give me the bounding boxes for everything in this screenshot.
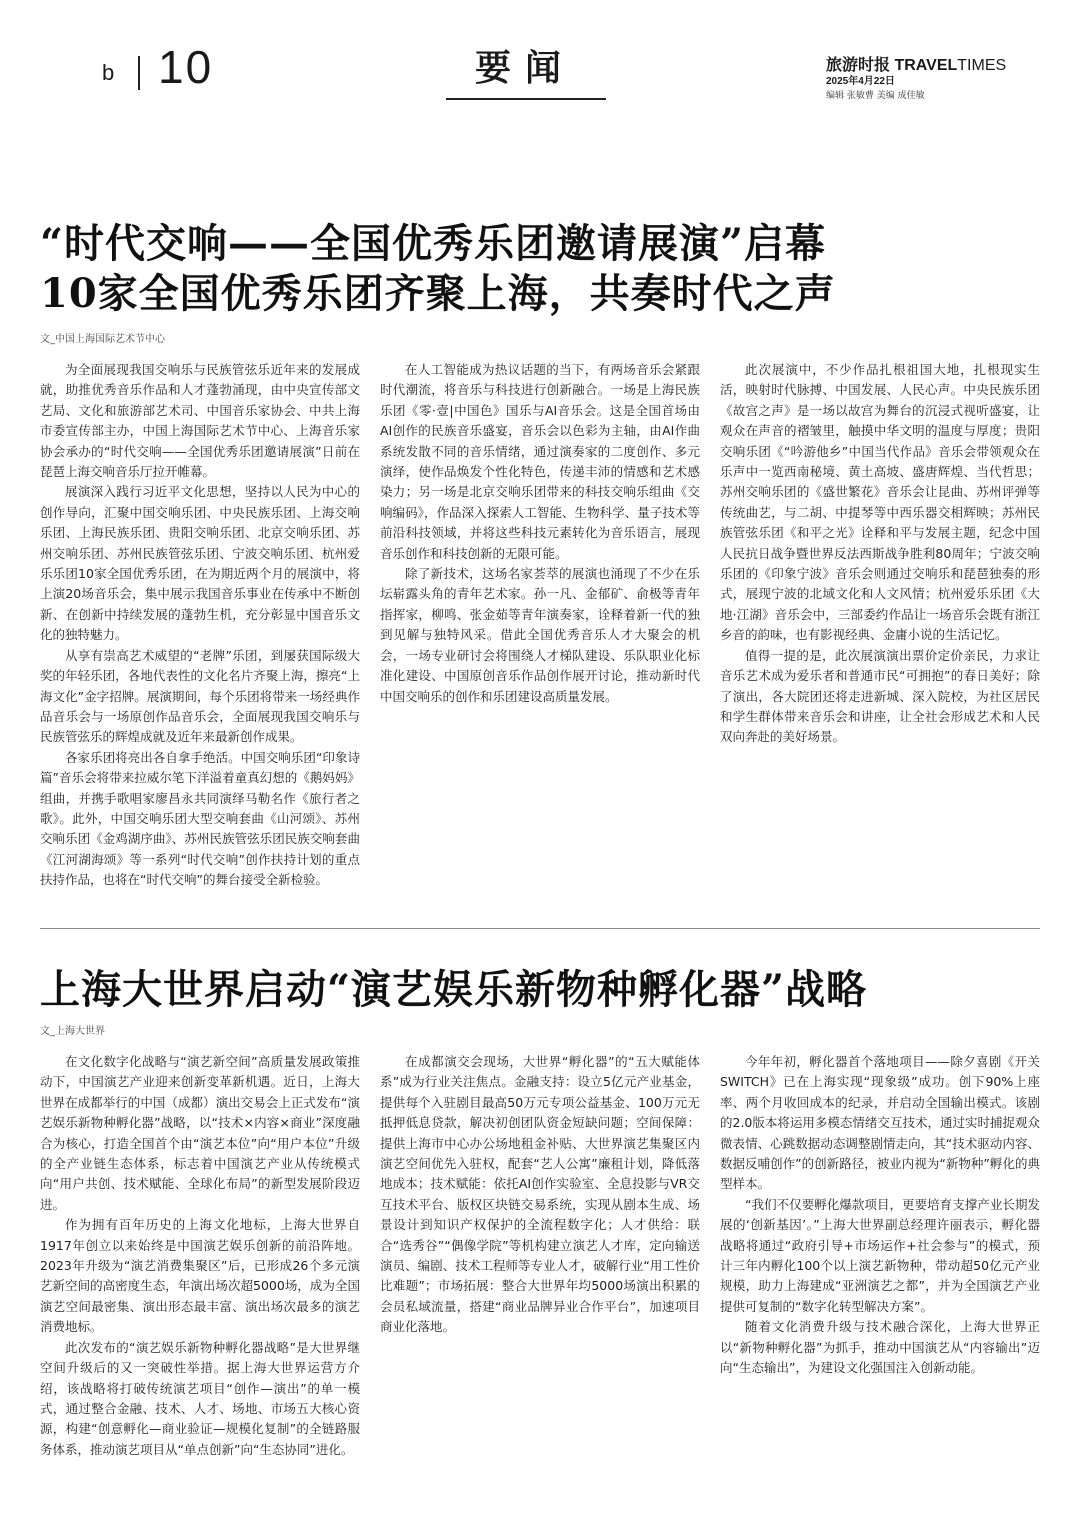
article1-byline: 文_中国上海国际艺术节中心 [40, 334, 165, 345]
section-underline [446, 98, 606, 100]
article1-paragraph: 除了新技术，这场名家荟萃的展演也涌现了不少在乐坛崭露头角的青年艺术家。孙一凡、金郁矿、俞极等青年指挥家，柳鸣、张金茹等青年演奏家，诠释着新一代的独到见解与独特风采。借此全国优秀音乐人才大聚会的机会，一场专业研讨会将围绕人才梯队建设、乐队职业化标准化建设、中国原创音乐作品创作展开讨论，推动新时代中国交响乐的创作和乐团建设高质量发展。 [380, 566, 700, 704]
article2-paragraph: “我们不仅要孵化爆款项目，更要培育支撑产业长期发展的‘创新基因’。”上海大世界副总经理许丽表示，孵化器战略将通过“政府引导+市场运作+社会参与”的模式，预计三年内孵化100个以上演艺新物种，带动超50亿元产业规模，助力上海建成“亚洲演艺之都”，并为全国演艺产业提供可复制的“数字化转型解决方案”。 [720, 1196, 1040, 1314]
page-number: 10 [158, 41, 214, 93]
article2-column-2 [380, 1052, 700, 1492]
article1-column-1 [40, 360, 360, 900]
article1-column-2 [380, 360, 700, 900]
article1-paragraph: 在人工智能成为热议话题的当下，有两场音乐会紧跟时代潮流，将音乐与科技进行创新融合。一场是上海民族乐团《零·壹|中国色》国乐与AI音乐会。这是全国首场由AI创作的民族音乐盛宴，音乐会以色彩为主轴，由AI作曲系统发散不同的音乐情绪，通过演奏家的二度创作、多元演绎，使作品焕发个性化特色，传递丰沛的情感和艺术感染力；另一场是北京交响乐团带来的科技交响乐组曲《交响编码》，作品深入探索人工智能、生物科学、量子技术等前沿科技领域，并将这些科技元素转化为音乐语言，展现音乐创作和科技创新的无限可能。 [380, 362, 700, 561]
page-letter: b [102, 60, 115, 85]
article2-column-3 [720, 1052, 1040, 1492]
issue-date: 2025年4月22日 [826, 76, 895, 87]
article2-byline: 文_上海大世界 [40, 1026, 105, 1037]
page-number-separator [138, 56, 140, 90]
article2-column-1 [40, 1052, 360, 1492]
article1-headline-line2: 10家全国优秀乐团齐聚上海，共奏时代之声 [40, 270, 836, 317]
article1-paragraph: 展演深入践行习近平文化思想，坚持以人民为中心的创作导向，汇聚中国交响乐团、中央民族乐团、上海交响乐团、上海民族乐团、贵阳交响乐团、北京交响乐团、苏州交响乐团、苏州民族管弦乐团、宁波交响乐团、杭州爱乐乐团10家全国优秀乐团，在为期近两个月的展演中，将上演20场音乐会，集中展示我国音乐事业在传承中不断创新、在创新中持续发展的蓬勃生机，充分彰显中国音乐文化的独特魅力。 [40, 484, 360, 643]
article2-paragraph: 作为拥有百年历史的上海文化地标，上海大世界自1917年创立以来始终是中国演艺娱乐创新的前沿阵地。2023年升级为“演艺消费集聚区”后，已形成26个多元演艺新空间的高密度生态，年演出场次超5000场，成为全国演艺空间最密集、演出形态最丰富、演出场次最多的演艺消费地标。 [40, 1217, 360, 1335]
article2-paragraph: 随着文化消费升级与技术融合深化，上海大世界正以“新物种孵化器”为抓手，推动中国演艺从“内容输出”迈向“生态输出”，为建设文化强国注入创新动能。 [720, 1319, 1040, 1376]
article2-paragraph: 在成都演交会现场，大世界“孵化器”的“五大赋能体系”成为行业关注焦点。金融支持：设立5亿元产业基金，提供每个入驻剧目最高50万元专项公益基金、100万元无抵押低息贷款，解决初创团队资金短缺问题；空间保障：提供上海市中心办公场地租金补贴、大世界演艺集聚区内演艺空间优先入驻权，配套“艺人公寓”廉租计划，降低落地成本；技术赋能：依托AI创作实验室、全息投影与VR交互技术平台、版权区块链交易系统，实现从剧本生成、场景设计到知识产权保护的全流程数字化；人才供给：联合“选秀谷”“偶像学院”等机构建立演艺人才库，定向输送演员、编剧、技术工程师等专业人才，破解行业“用工性价比难题”；市场拓展：整合大世界年均5000场演出积累的会员私域流量，搭建“商业品牌异业合作平台”，加速项目商业化落地。 [380, 1054, 700, 1335]
article1-paragraph: 值得一提的是，此次展演演出票价定价亲民，力求让音乐艺术成为爱乐者和普通市民“可拥抱”的春日美好；除了演出，各大院团还将走进新城、深入院校，为社区居民和学生群体带来音乐会和讲座，让全社会形成艺术和人民双向奔赴的美好场景。 [720, 647, 1040, 745]
masthead-en-bold: TRAVEL [894, 57, 958, 74]
article1-paragraph: 从享有崇高艺术威望的“老牌”乐团，到屡获国际级大奖的年轻乐团，各地代表性的文化名片齐聚上海，擦亮“上海文化”金字招牌。展演期间，每个乐团将带来一场经典作品音乐会与一场原创作品音乐会，全面展现我国交响乐与民族管弦乐的辉煌成就及近年来最新创作成果。 [40, 647, 360, 745]
article2-paragraph: 今年年初，孵化器首个落地项目——除夕喜剧《开关SWITCH》已在上海实现“现象级”成功。创下90%上座率、两个月收回成本的纪录，并启动全国输出模式。该剧的2.0版本将运用多模态情绪交互技术，通过实时捕捉观众微表情、心跳数据动态调整剧情走向，其“技术驱动内容、数据反哺创作”的创新路径，被业内视为“新物种”孵化的典型样本。 [720, 1054, 1040, 1192]
article1-paragraph: 各家乐团将亮出各自拿手绝活。中国交响乐团“印象诗篇”音乐会将带来拉威尔笔下洋溢着童真幻想的《鹅妈妈》组曲，并携手歌唱家廖昌永共同演绎马勒名作《旅行者之歌》。此外，中国交响乐团大型交响套曲《山河颂》、苏州交响乐团《金鸡湖序曲》、苏州民族管弦乐团民族交响套曲《江河湖海颂》等一系列“时代交响”创作扶持计划的重点扶持作品，也将在“时代交响”的舞台接受全新检验。 [40, 749, 360, 888]
article-divider [40, 928, 1040, 929]
article2-paragraph: 此次发布的“演艺娱乐新物种孵化器战略”是大世界继空间升级后的又一突破性举措。据上海大世界运营方介绍，该战略将打破传统演艺项目“创作—演出”的单一模式，通过整合金融、技术、人才、场地、市场五大核心资源，构建“创意孵化—商业验证—规模化复制”的全链路服务体系，推动演艺项目从“单点创新”向“生态协同”进化。 [40, 1339, 360, 1457]
article1-paragraph: 为全面展现我国交响乐与民族管弦乐近年来的发展成就，助推优秀音乐作品和人才蓬勃涌现，由中央宣传部文艺局、文化和旅游部艺术司、中国音乐家协会、中共上海市委宣传部主办，中国上海国际艺术节中心、上海音乐家协会承办的“时代交响——全国优秀乐团邀请展演”日前在琵琶上海交响音乐厅拉开帷幕。 [40, 362, 360, 480]
masthead-cn: 旅游时报 [826, 57, 891, 74]
article1-column-3 [720, 360, 1040, 900]
editor-credits: 编辑 张敏曹 美编 成佳敏 [826, 91, 925, 101]
article2-headline: 上海大世界启动“演艺娱乐新物种孵化器”战略 [40, 966, 868, 1013]
article2-paragraph: 在文化数字化战略与“演艺新空间”高质量发展政策推动下，中国演艺产业迎来创新变革新机遇。近日，上海大世界在成都举行的中国（成都）演出交易会上正式发布“演艺娱乐新物种孵化器”战略，以“技术×内容×商业”深度融合为核心，打造全国首个由“演艺本位”向“用户本位”升级的全产业链生态体系，标志着中国演艺产业从传统模式向“用户共创、技术赋能、全球化布局”的新型发展阶段迈进。 [40, 1054, 360, 1212]
section-title: 要闻 [474, 47, 575, 89]
page-header [0, 0, 1080, 110]
article1-paragraph: 此次展演中，不少作品扎根祖国大地，扎根现实生活，映射时代脉搏、中国发展、人民心声。中央民族乐团《故宫之声》是一场以故宫为舞台的沉浸式视听盛宴，让观众在声音的褶皱里，触摸中华文明的温度与厚度；贵阳交响乐团《“吟游他乡”中国当代作品》音乐会带领观众在乐声中一览西南秘境、黄土高坡、盛唐辉煌、当代哲思；苏州交响乐团的《盛世繁花》音乐会让昆曲、苏州评弹等传统曲艺，与二胡、中提琴等中西乐器交相辉映；苏州民族管弦乐团《和平之光》诠释和平与发展主题，纪念中国人民抗日战争暨世界反法西斯战争胜利80周年；宁波交响乐团的《印象宁波》音乐会则通过交响乐和琵琶独奏的形式，展现宁波的北域文化和人文风情；杭州爱乐乐团《大地·江湖》音乐会中，三部委约作品让一场音乐会既有浙江乡音的韵味，也有影视经典、金庸小说的生活记忆。 [720, 362, 1040, 643]
article1-headline-line1: “时代交响——全国优秀乐团邀请展演”启幕 [40, 220, 827, 267]
masthead-en-light: TIMES [957, 57, 1007, 74]
